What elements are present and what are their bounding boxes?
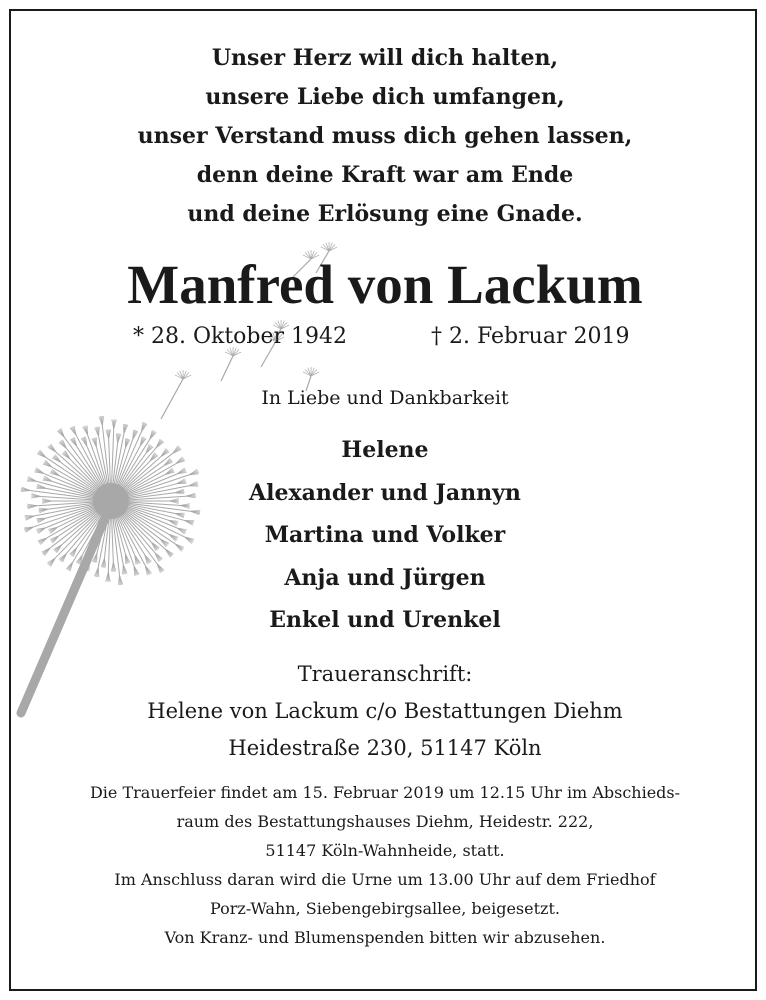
notice-line: raum des Bestattungshauses Diehm, Heidestr. 222, (176, 812, 594, 831)
poem-line: denn deine Kraft war am Ende (196, 162, 574, 188)
family-member: Alexander und Jannyn (249, 479, 521, 506)
family-list (11, 429, 757, 642)
mourning-address (11, 656, 757, 767)
poem-line: unsere Liebe dich umfangen, (205, 84, 565, 110)
notice-line: 51147 Köln-Wahnheide, statt. (265, 841, 505, 860)
thanks-line: In Liebe und Dankbarkeit (261, 387, 509, 409)
poem (11, 39, 757, 234)
death-date: † 2. Februar 2019 (431, 324, 630, 349)
deceased-name: Manfred von Lackum (127, 254, 643, 315)
family-member: Martina und Volker (264, 522, 506, 548)
notice-line: Von Kranz- und Blumenspenden bitten wir abzusehen. (164, 928, 606, 947)
poem-line: unser Verstand muss dich gehen lassen, (137, 123, 633, 149)
family-member: Enkel und Urenkel (269, 607, 501, 633)
funeral-notice (11, 778, 757, 952)
address-line: Heidestraße 230, 51147 Köln (228, 736, 542, 760)
family-member: Anja und Jürgen (284, 564, 486, 591)
family-member: Helene (341, 437, 429, 463)
poem-line: Unser Herz will dich halten, (211, 45, 559, 71)
birth-date: * 28. Oktober 1942 (133, 324, 348, 349)
notice-line: Porz-Wahn, Siebengebirgsallee, beigesetzt. (210, 899, 560, 918)
notice-line: Im Anschluss daran wird die Urne um 13.00 Uhr auf dem Friedhof (114, 870, 656, 889)
obituary-frame (9, 9, 757, 991)
address-line: Helene von Lackum c/o Bestattungen Diehm (147, 699, 623, 723)
notice-line: Die Trauerfeier findet am 15. Februar 2019 um 12.15 Uhr im Abschieds- (89, 783, 681, 802)
poem-line: und deine Erlösung eine Gnade. (187, 201, 583, 227)
address-label: Traueranschrift: (297, 662, 473, 686)
